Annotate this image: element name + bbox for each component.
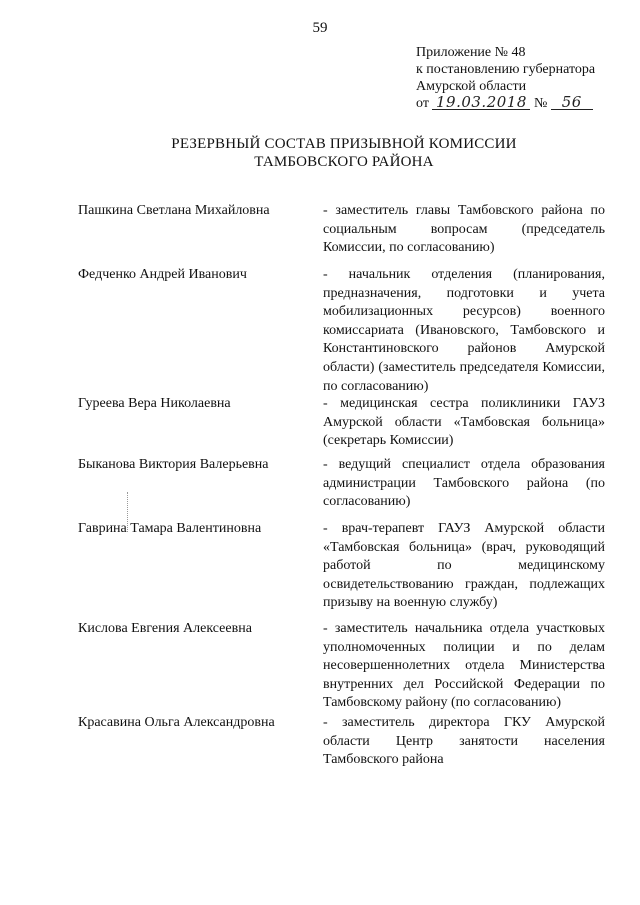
appendix-title: Приложение № 48 bbox=[416, 45, 526, 60]
member-role: - начальник отделения (планирования, предназначения, подготовки и учета мобилизационных ресурсов) военного комиссариата (Ивановского, Тамбовского и Константиновского районов Амурской области) (заместитель председателя Комиссии, по согласованию) bbox=[323, 267, 605, 394]
document-title-line-2: ТАМБОВСКОГО РАЙОНА bbox=[254, 154, 434, 170]
member-role: - ведущий специалист отдела образования администрации Тамбовского района (по согласованию) bbox=[323, 457, 605, 510]
member-role: - врач-терапевт ГАУЗ Амурской области «Тамбовская больница» (врач, руководящий работой по медицинскому освидетельствованию граждан, подлежащих призыву на военную службу) bbox=[323, 521, 605, 611]
member-role: - медицинская сестра поликлиники ГАУЗ Амурской области «Тамбовская больница» (секретарь Комиссии) bbox=[323, 396, 605, 449]
member-name: Красавина Ольга Александровна bbox=[78, 715, 275, 730]
number-prefix: № bbox=[533, 96, 548, 111]
page-number: 59 bbox=[312, 20, 328, 36]
member-role: - заместитель начальника отдела участковых уполномоченных полиции и по делам несовершеннолетних отдела Министерства внутренних дел Российской Федерации по Тамбовскому району (по согласованию) bbox=[323, 621, 605, 711]
date-prefix: от bbox=[416, 96, 429, 111]
member-name: Федченко Андрей Иванович bbox=[78, 267, 247, 282]
member-role: - заместитель директора ГКУ Амурской области Центр занятости населения Тамбовского района bbox=[323, 715, 605, 768]
member-role: - заместитель главы Тамбовского района по социальным вопросам (председатель Комиссии, по согласованию) bbox=[323, 203, 605, 256]
document-title-line-1: РЕЗЕРВНЫЙ СОСТАВ ПРИЗЫВНОЙ КОМИССИИ bbox=[171, 136, 517, 152]
member-name: Быканова Виктория Валерьевна bbox=[78, 457, 269, 472]
appendix-region: Амурской области bbox=[416, 79, 527, 94]
handwritten-date: 19.03.2018 bbox=[432, 95, 530, 110]
member-name: Пашкина Светлана Михайловна bbox=[78, 203, 270, 218]
appendix-header bbox=[416, 44, 595, 112]
member-name: Гуреева Вера Николаевна bbox=[78, 396, 231, 411]
member-name: Кислова Евгения Алексеевна bbox=[78, 621, 252, 636]
document-title bbox=[0, 135, 640, 171]
handwritten-number: 56 bbox=[551, 95, 593, 110]
member-name: Гаврина Тамара Валентиновна bbox=[78, 521, 262, 536]
appendix-reference: к постановлению губернатора bbox=[416, 62, 596, 77]
appendix-date-line bbox=[416, 95, 595, 112]
scan-artifact bbox=[127, 492, 130, 532]
